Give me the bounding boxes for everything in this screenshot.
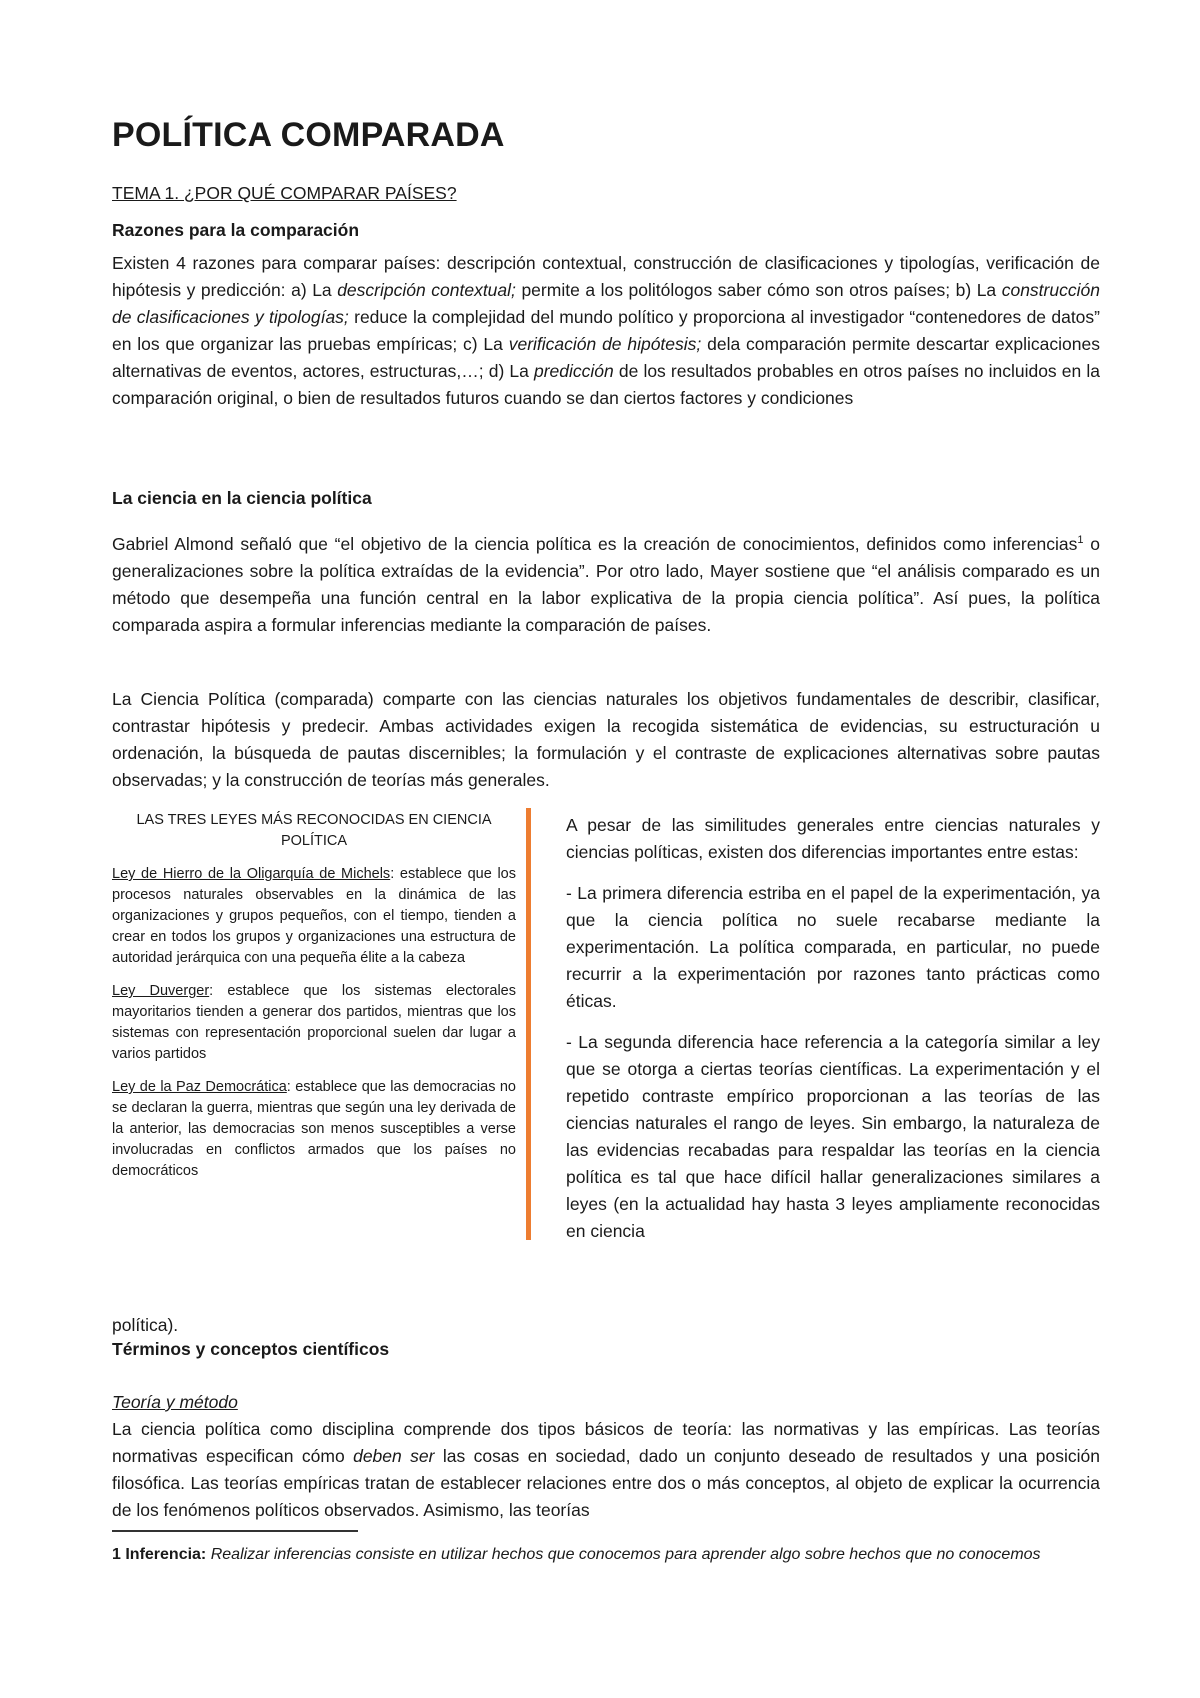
section-heading-razones: Razones para la comparación xyxy=(112,220,360,240)
laws-box-title: LAS TRES LEYES MÁS RECONOCIDAS EN CIENCIA POLÍTICA xyxy=(136,812,492,849)
paragraph-almond: Gabriel Almond señaló que “el objetivo de la ciencia política es la creación de conocimientos, definidos como inferencias$^1$ o generalizaciones sobre la política extraídas de la evidencia”. Por otro lado, Mayer sostiene que “el análisis comparado es un método que desempeña una función central en la labor explicativa de la propia ciencia política”. Así pues, la política comparada aspira a formular inferencias mediante la comparación de países. xyxy=(112,533,1100,635)
law-name: Ley Duverger xyxy=(112,983,210,999)
italic-term: predicción xyxy=(533,361,614,381)
footnote-text: Realizar inferencias consiste en utilizar hechos que conocemos para aprender algo sobre hechos que no conocemos xyxy=(206,1546,1041,1563)
subheading-teoria-metodo: Teoría y método xyxy=(112,1392,238,1412)
page-title: POLÍTICA COMPARADA xyxy=(112,116,505,154)
paragraph-ciencia-politica: La Ciencia Política (comparada) comparte con las ciencias naturales los objetivos fundamentales de describir, clasificar, contrastar hipótesis y predecir. Ambas actividades exigen la recogida sistemática de evidencias, su estructuración u ordenación, la búsqueda de pautas discernibles; la formulación y el contraste de explicaciones alternativas sobre pautas observadas; y la construcción de teorías más generales. xyxy=(112,689,1100,790)
law-item: Ley de Hierro de la Oligarquía de Michels: establece que los procesos naturales observables en la dinámica de las organizaciones y grupos pequeños, con el tiempo, tienden a crear en todos los grupos y organizaciones una estructura de autoridad jerárquica con una pequeña élite a la cabeza xyxy=(112,866,516,966)
italic-term: construcción de clasificaciones y tipologías; xyxy=(112,280,1100,327)
paragraph-teoria: La ciencia política como disciplina comprende dos tipos básicos de teoría: las normativas y las empíricas. Las teorías normativas especifican cómo deben ser las cosas en sociedad, dado un conjunto deseado de resultados y una posición filosófica. Las teorías empíricas tratan de establecer relaciones entre dos o más conceptos, al objeto de explicar la ocurrencia de los fenómenos políticos observados. Asimismo, las teorías xyxy=(112,1419,1100,1520)
section-heading-ciencia: La ciencia en la ciencia política xyxy=(112,488,372,508)
footnote-divider xyxy=(112,1530,358,1532)
section-heading-terminos: Términos y conceptos científicos xyxy=(112,1339,390,1359)
paragraph-tail: política). xyxy=(112,1315,179,1335)
law-item: Ley Duverger: establece que los sistemas electorales mayoritarios tienden a generar dos partidos, mientras que los sistemas con representación proporcional suelen dar lugar a varios partidos xyxy=(112,983,516,1062)
accent-bar xyxy=(526,808,531,1240)
right-column xyxy=(566,812,1100,1259)
law-name: Ley de Hierro de la Oligarquía de Michels xyxy=(112,866,391,882)
topic-heading: TEMA 1. ¿POR QUÉ COMPARAR PAÍSES? xyxy=(112,183,457,203)
italic-term: verificación de hipótesis; xyxy=(508,334,702,354)
footnote-label: 1 Inferencia: xyxy=(112,1546,207,1563)
laws-box xyxy=(112,810,516,1194)
paragraph-razones: Existen 4 razones para comparar países: descripción contextual, construcción de clasificaciones y tipologías, verificación de hipótesis y predicción: a) La descripción contextual; permite a los politólogos saber cómo son otros países; b) La construcción de clasificaciones y tipologías; reduce la complejidad del mundo político y proporciona al investigador “contenedores de datos” en los que organizar las pruebas empíricas; c) La verificación de hipótesis; dela comparación permite descartar explicaciones alternativas de eventos, actores, estructuras,…; d) La predicción de los resultados probables en otros países no incluidos en la comparación original, o bien de resultados futuros cuando se dan ciertos factores y condiciones xyxy=(112,253,1100,408)
paragraph-segunda-diferencia: - La segunda diferencia hace referencia a la categoría similar a ley que se otorga a ciertas teorías científicas. La experimentación y el repetido contraste empírico proporcionan a las teorías de las ciencias naturales el rango de leyes. Sin embargo, la naturaleza de las evidencias recabadas para respaldar las teorías en la ciencia política es tal que hace difícil hallar generalizaciones similares a leyes (en la actualidad hay hasta 3 leyes ampliamente reconocidas en ciencia xyxy=(566,1032,1100,1241)
italic-term: descripción contextual; xyxy=(337,280,516,300)
law-name: Ley de la Paz Democrática xyxy=(112,1079,287,1095)
footnote xyxy=(112,1542,1102,1567)
italic-term: deben ser xyxy=(353,1446,435,1466)
paragraph-primera-diferencia: - La primera diferencia estriba en el papel de la experimentación, ya que la ciencia política no suele recabarse mediante la experimentación. La política comparada, en particular, no puede recurrir a la experimentación por razones tanto prácticas como éticas. xyxy=(566,883,1100,1011)
paragraph-diferencias: A pesar de las similitudes generales entre ciencias naturales y ciencias políticas, existen dos diferencias importantes entre estas: xyxy=(566,815,1100,862)
law-item: Ley de la Paz Democrática: establece que las democracias no se declaran la guerra, mientras que según una ley derivada de la anterior, las democracias son menos susceptibles a verse involucradas en conflictos armados que los países no democráticos xyxy=(112,1079,516,1179)
footnote-marker: 1 xyxy=(1077,534,1084,546)
